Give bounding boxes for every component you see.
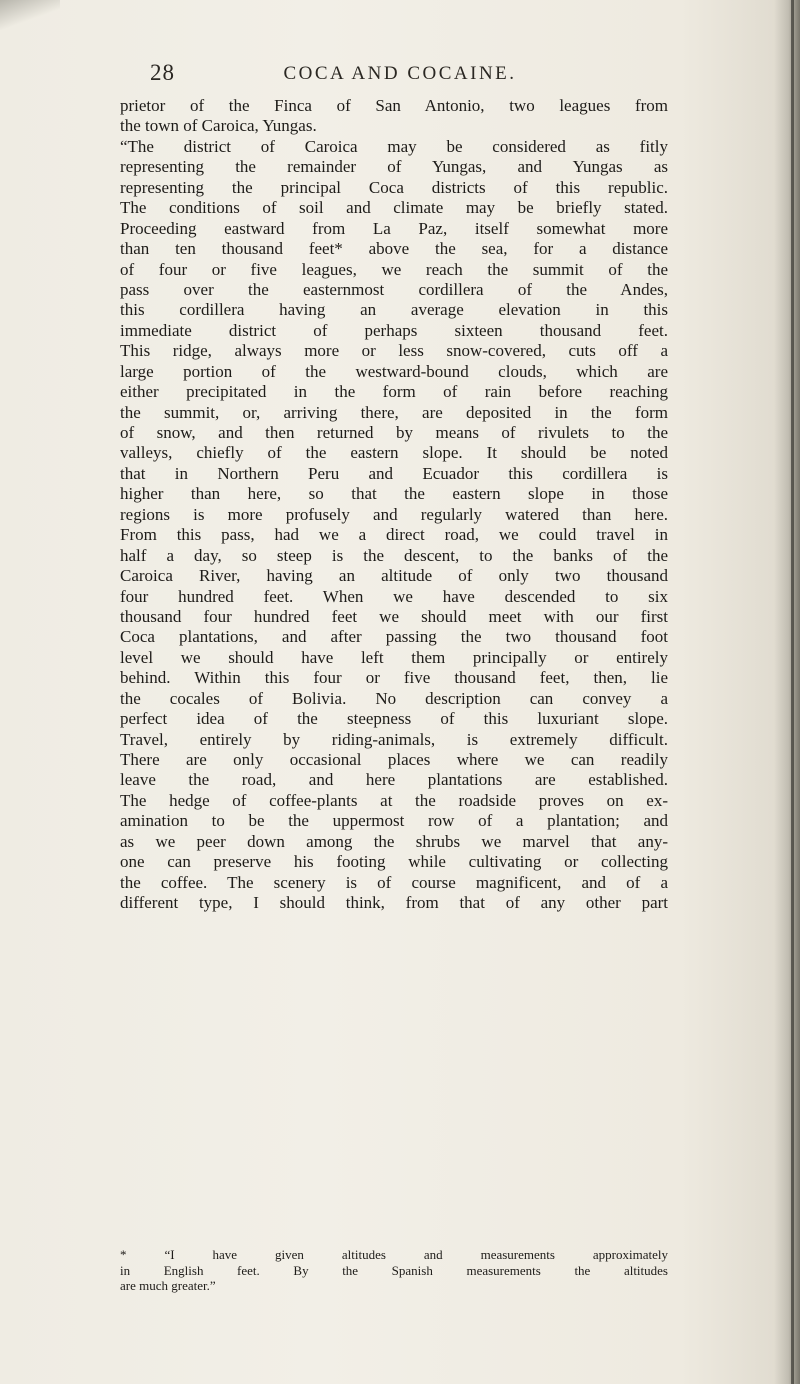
text-line: behind. Within this four or five thousand feet, then, lie — [120, 668, 668, 688]
text-line: There are only occasional places where we can readily — [120, 750, 668, 769]
text-line: The conditions of soil and climate may be briefly stated. — [120, 198, 668, 218]
text-line: From this pass, had we a direct road, we could travel in — [120, 525, 668, 545]
page-corner-shadow — [0, 0, 60, 30]
text-line: the summit, or, arriving there, are deposited in the form — [120, 402, 668, 422]
text-line: prietor of the Finca of San Antonio, two leagues from — [120, 96, 668, 115]
text-line: than ten thousand feet* above the sea, for a distance — [120, 239, 668, 259]
page-binding-edge — [791, 0, 794, 1384]
text-line: one can preserve his footing while cultivating or collecting — [120, 852, 668, 872]
text-line: “The district of Caroica may be considered as fitly — [120, 136, 668, 156]
text-line: different type, I should think, from that of any other part — [120, 893, 668, 913]
text-line: the town of Caroica, Yungas. — [120, 116, 317, 136]
body-text — [120, 96, 668, 914]
text-line: thousand four hundred feet we should meet with our first — [120, 606, 668, 626]
text-line: Proceeding eastward from La Paz, itself somewhat more — [120, 218, 668, 238]
footnote-line: * “I have given altitudes and measurements approximately — [120, 1247, 668, 1262]
text-line: higher than here, so that the eastern slope in those — [120, 484, 668, 504]
text-line: Caroica River, having an altitude of only two thousand — [120, 566, 668, 586]
footnote — [120, 1247, 668, 1294]
text-line: amination to be the uppermost row of a plantation; and — [120, 811, 668, 831]
text-line: regions is more profusely and regularly watered than here. — [120, 504, 668, 524]
text-line: the coffee. The scenery is of course magnificent, and of a — [120, 872, 668, 892]
text-line: the cocales of Bolivia. No description can convey a — [120, 688, 668, 708]
text-line: of four or five leagues, we reach the summit of the — [120, 259, 668, 279]
footnote-line: are much greater.” — [120, 1278, 216, 1293]
text-line: either precipitated in the form of rain before reaching — [120, 382, 668, 402]
text-line: immediate district of perhaps sixteen thousand feet. — [120, 320, 668, 340]
text-line: of snow, and then returned by means of rivulets to the — [120, 423, 668, 442]
text-line: level we should have left them principally or entirely — [120, 647, 668, 667]
text-line: large portion of the westward-bound clouds, which are — [120, 361, 668, 381]
running-head: COCA AND COCAINE. — [283, 63, 517, 84]
text-line: Coca plantations, and after passing the two thousand foot — [120, 627, 668, 647]
text-line: representing the remainder of Yungas, and Yungas as — [120, 157, 668, 177]
text-line: The hedge of coffee-plants at the roadside proves on ex- — [120, 790, 668, 810]
footnote-line: in English feet. By the Spanish measurements the altitudes — [120, 1262, 668, 1278]
text-line: representing the principal Coca districts of this republic. — [120, 177, 668, 197]
page-edge-shadow — [774, 0, 800, 1384]
text-line: This ridge, always more or less snow-covered, cuts off a — [120, 341, 668, 361]
page-number: 28 — [150, 60, 175, 85]
text-line: pass over the easternmost cordillera of the Andes, — [120, 279, 668, 299]
text-line: four hundred feet. When we have descended to six — [120, 586, 668, 606]
text-line: that in Northern Peru and Ecuador this cordillera is — [120, 463, 668, 483]
text-line: Travel, entirely by riding-animals, is extremely difficult. — [120, 729, 668, 749]
text-line: perfect idea of the steepness of this luxuriant slope. — [120, 709, 668, 729]
text-line: valleys, chiefly of the eastern slope. It should be noted — [120, 443, 668, 463]
text-line: half a day, so steep is the descent, to the banks of the — [120, 545, 668, 565]
text-line: leave the road, and here plantations are established. — [120, 770, 668, 790]
text-line: as we peer down among the shrubs we marvel that any- — [120, 831, 668, 851]
text-line: this cordillera having an average elevation in this — [120, 300, 668, 320]
